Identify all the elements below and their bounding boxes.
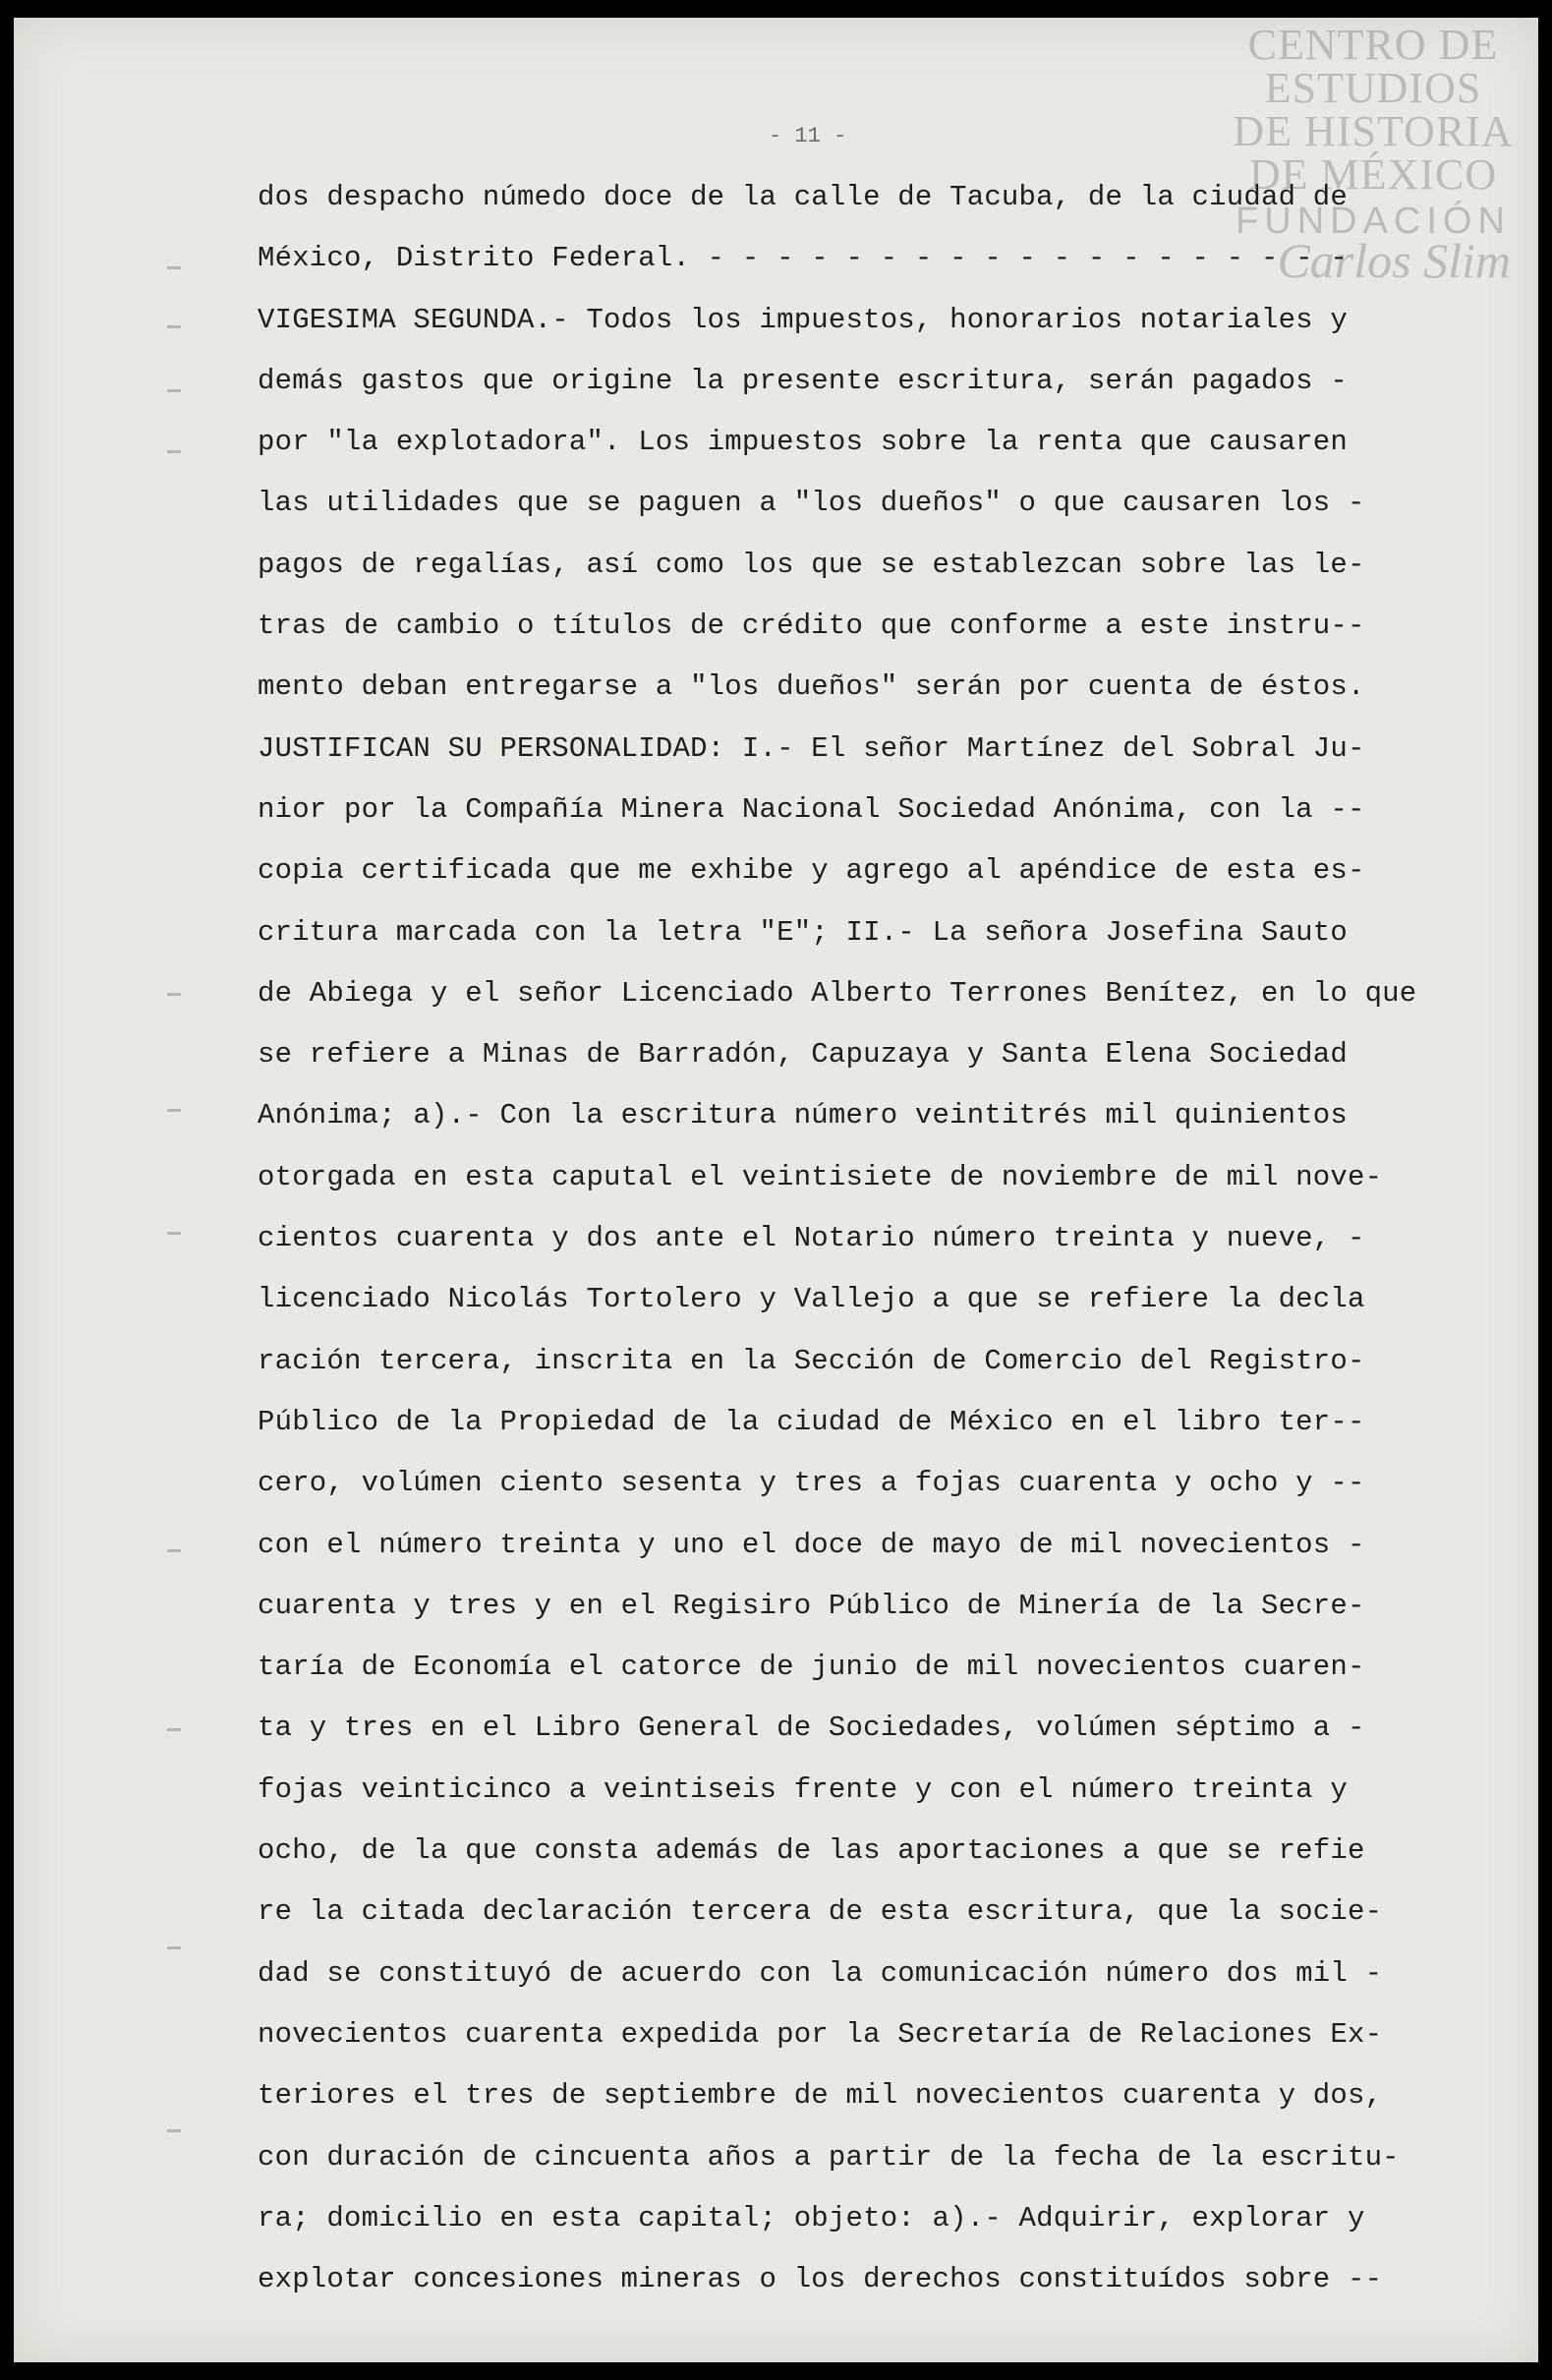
margin-mark — [167, 1109, 181, 1112]
text-line: ra; domicilio en esta capital; objeto: a).- Adquirir, explorar y — [258, 2201, 1365, 2235]
watermark-line-5: FUNDACIÓN — [1236, 201, 1511, 242]
text-line: ta y tres en el Libro General de Sociedades, volúmen séptimo a - — [258, 1712, 1365, 1745]
page-number: - 11 - — [769, 124, 847, 148]
text-line: teriores el tres de septiembre de mil novecientos cuarenta y dos, — [258, 2079, 1383, 2113]
margin-mark — [167, 266, 181, 269]
watermark-line-2: ESTUDIOS — [1264, 64, 1482, 112]
text-line: con el número treinta y uno el doce de mayo de mil novecientos - — [258, 1528, 1365, 1561]
text-line: licenciado Nicolás Tortolero y Vallejo a que se refiere la decla — [258, 1283, 1365, 1316]
text-line: las utilidades que se paguen a "los dueños" o que causaren los - — [258, 487, 1365, 520]
text-line: cientos cuarenta y dos ante el Notario número treinta y nueve, - — [258, 1222, 1365, 1255]
text-line: ración tercera, inscrita en la Sección de Comercio del Registro- — [258, 1344, 1365, 1377]
margin-mark — [167, 1549, 181, 1552]
text-line: explotar concesiones mineras o los derechos constituídos sobre -- — [258, 2263, 1383, 2296]
text-line: se refiere a Minas de Barradón, Capuzaya y Santa Elena Sociedad — [258, 1038, 1348, 1072]
margin-mark — [167, 993, 181, 996]
text-line: VIGESIMA SEGUNDA.- Todos los impuestos, honorarios notariales y — [258, 303, 1348, 336]
text-line: dad se constituyó de acuerdo con la comunicación número dos mil - — [258, 1956, 1383, 1990]
text-line: de Abiega y el señor Licenciado Alberto Terrones Benítez, en lo que — [258, 976, 1417, 1010]
text-line: copia certificada que me exhibe y agrego al apéndice de esta es- — [258, 854, 1365, 888]
text-line: dos despacho númedo doce de la calle de Tacuba, de la ciudad de — [258, 181, 1348, 213]
text-line: por "la explotadora". Los impuestos sobre la renta que causaren — [258, 426, 1348, 459]
text-line: critura marcada con la letra "E"; II.- La señora Josefina Sauto — [258, 915, 1348, 949]
text-line: novecientos cuarenta expedida por la Secretaría de Relaciones Ex- — [258, 2017, 1383, 2051]
margin-mark — [167, 1232, 181, 1235]
text-line: México, Distrito Federal. - - - - - - - - - - - - - - - - - - - — [258, 242, 1348, 275]
document-page — [14, 18, 1538, 2362]
margin-mark — [167, 1946, 181, 1949]
text-line: demás gastos que origine la presente escritura, serán pagados - — [258, 364, 1348, 397]
text-line: re la citada declaración tercera de esta escritura, que la socie- — [258, 1895, 1383, 1929]
text-line: con duración de cincuenta años a partir de la fecha de la escritu- — [258, 2140, 1400, 2174]
text-line: nior por la Compañía Minera Nacional Sociedad Anónima, con la -- — [258, 792, 1365, 826]
text-line: Anónima; a).- Con la escritura número veintitrés mil quinientos — [258, 1099, 1348, 1132]
watermark-line-3: DE HISTORIA — [1233, 107, 1514, 155]
text-line: tras de cambio o títulos de crédito que conforme a este instru-- — [258, 610, 1365, 643]
margin-mark — [167, 325, 181, 328]
text-line: Público de la Propiedad de la ciudad de México en el libro ter-- — [258, 1405, 1365, 1438]
text-line: cuarenta y tres y en el Regisiro Público de Minería de la Secre- — [258, 1589, 1365, 1622]
text-line: mento deban entregarse a "los dueños" serán por cuenta de éstos. — [258, 670, 1365, 704]
text-line: fojas veinticinco a veintiseis frente y con el número treinta y — [258, 1772, 1348, 1806]
margin-mark — [167, 450, 181, 453]
text-line: taría de Economía el catorce de junio de mil novecientos cuaren- — [258, 1651, 1365, 1684]
text-line: pagos de regalías, así como los que se establezcan sobre las le- — [258, 548, 1365, 581]
text-line: ocho, de la que consta además de las aportaciones a que se refie — [258, 1834, 1365, 1868]
margin-mark — [167, 389, 181, 392]
watermark-signature: Carlos Slim — [1277, 233, 1511, 288]
text-line: cero, volúmen ciento sesenta y tres a fojas cuarenta y ocho y -- — [258, 1467, 1365, 1500]
watermark-line-1: CENTRO DE — [1247, 21, 1499, 69]
text-line: otorgada en esta caputal el veintisiete de noviembre de mil nove- — [258, 1160, 1383, 1193]
margin-mark — [167, 1728, 181, 1731]
margin-mark — [167, 2129, 181, 2132]
text-line: JUSTIFICAN SU PERSONALIDAD: I.- El señor Martínez del Sobral Ju- — [258, 731, 1365, 765]
document-body — [258, 167, 1476, 2310]
watermark-line-4: DE MÉXICO — [1248, 150, 1498, 199]
